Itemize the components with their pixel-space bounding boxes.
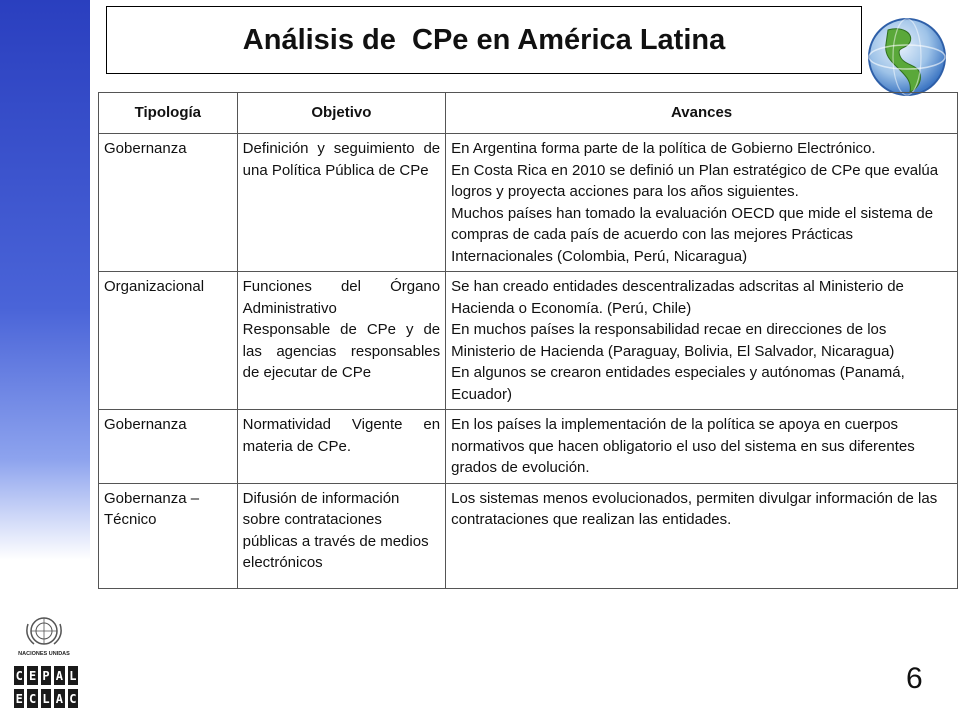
avance-line: En algunos se crearon entidades especiales y autónomas (Panamá, Ecuador) xyxy=(451,364,905,403)
eclac-row xyxy=(14,689,78,708)
cell-avances xyxy=(446,134,958,272)
cell-avances xyxy=(446,483,958,588)
cell-tipologia: Gobernanza – Técnico xyxy=(99,483,238,588)
side-accent-bar xyxy=(0,0,90,560)
cepal-letter: P xyxy=(41,666,51,685)
cell-objetivo xyxy=(237,134,445,272)
cell-avances xyxy=(446,272,958,410)
latin-america-globe-icon xyxy=(866,16,948,98)
page-number: 6 xyxy=(906,662,923,695)
cepal-letter: L xyxy=(68,666,78,685)
avance-line: En Costa Rica en 2010 se definió un Plan estratégico de CPe que evalúa logros y proyecta acciones para los años siguientes. xyxy=(451,161,939,200)
avance-line: En Argentina forma parte de la política de Gobierno Electrónico. xyxy=(451,140,876,157)
header-tipologia: Tipología xyxy=(99,93,238,134)
table-row xyxy=(99,483,958,588)
cell-objetivo xyxy=(237,272,445,410)
header-avances: Avances xyxy=(446,93,958,134)
cell-tipologia: Gobernanza xyxy=(99,134,238,272)
united-nations-emblem-icon xyxy=(12,614,76,658)
cell-objetivo xyxy=(237,483,445,588)
cpe-analysis-table xyxy=(98,92,958,589)
header-objetivo: Objetivo xyxy=(237,93,445,134)
cell-tipologia: Gobernanza xyxy=(99,410,238,484)
eclac-letter: E xyxy=(14,689,24,708)
objetivo-line: Definición y seguimiento de una Política Pública de CPe xyxy=(242,140,441,179)
un-caption: NACIONES UNIDAS xyxy=(18,651,70,657)
cepal-letter: C xyxy=(14,666,24,685)
eclac-letter: C xyxy=(27,689,37,708)
table-row xyxy=(99,272,958,410)
cepal-row xyxy=(14,666,78,685)
cepal-letter: A xyxy=(54,666,64,685)
cell-avances xyxy=(446,410,958,484)
cell-tipologia: Organizacional xyxy=(99,272,238,410)
eclac-letter: A xyxy=(54,689,64,708)
objetivo-line: Responsable de CPe y de las agencias responsables de ejecutar de CPe xyxy=(242,321,441,381)
eclac-letter: L xyxy=(41,689,51,708)
cell-objetivo xyxy=(237,410,445,484)
title-box xyxy=(106,6,862,74)
cepal-eclac-logo xyxy=(14,666,78,712)
objetivo-line: Funciones del Órgano Administrativo xyxy=(242,278,441,317)
avance-line: Se han creado entidades descentralizadas adscritas al Ministerio de Hacienda o Economía. (Perú, Chile) xyxy=(451,278,904,317)
avance-line: Los sistemas menos evolucionados, permiten divulgar información de las contrataciones que realizan las entidades. xyxy=(451,489,938,528)
avance-line: En muchos países la responsabilidad recae en direcciones de los Ministerio de Hacienda (Paraguay, Bolivia, El Salvador, Nicaragua) xyxy=(451,321,895,360)
avance-line: Muchos países han tomado la evaluación OECD que mide el sistema de compras de cada país de acuerdo con las mejores Prácticas Internacionales (Colombia, Perú, Nicaragua) xyxy=(451,204,934,265)
table-row xyxy=(99,410,958,484)
page-title: Análisis de CPe en América Latina xyxy=(242,23,726,56)
cepal-letter: E xyxy=(27,666,37,685)
table-header-row xyxy=(99,93,958,134)
objetivo-line: Normatividad Vigente en materia de CPe. xyxy=(242,416,441,455)
table-row xyxy=(99,134,958,272)
eclac-letter: C xyxy=(68,689,78,708)
avance-line: En los países la implementación de la política se apoya en cuerpos normativos que hacen obligatorio el uso del sistema en sus diferentes grados de evolución. xyxy=(451,416,915,476)
objetivo-line: Difusión de información sobre contrataciones públicas a través de medios electrónicos xyxy=(242,489,429,571)
